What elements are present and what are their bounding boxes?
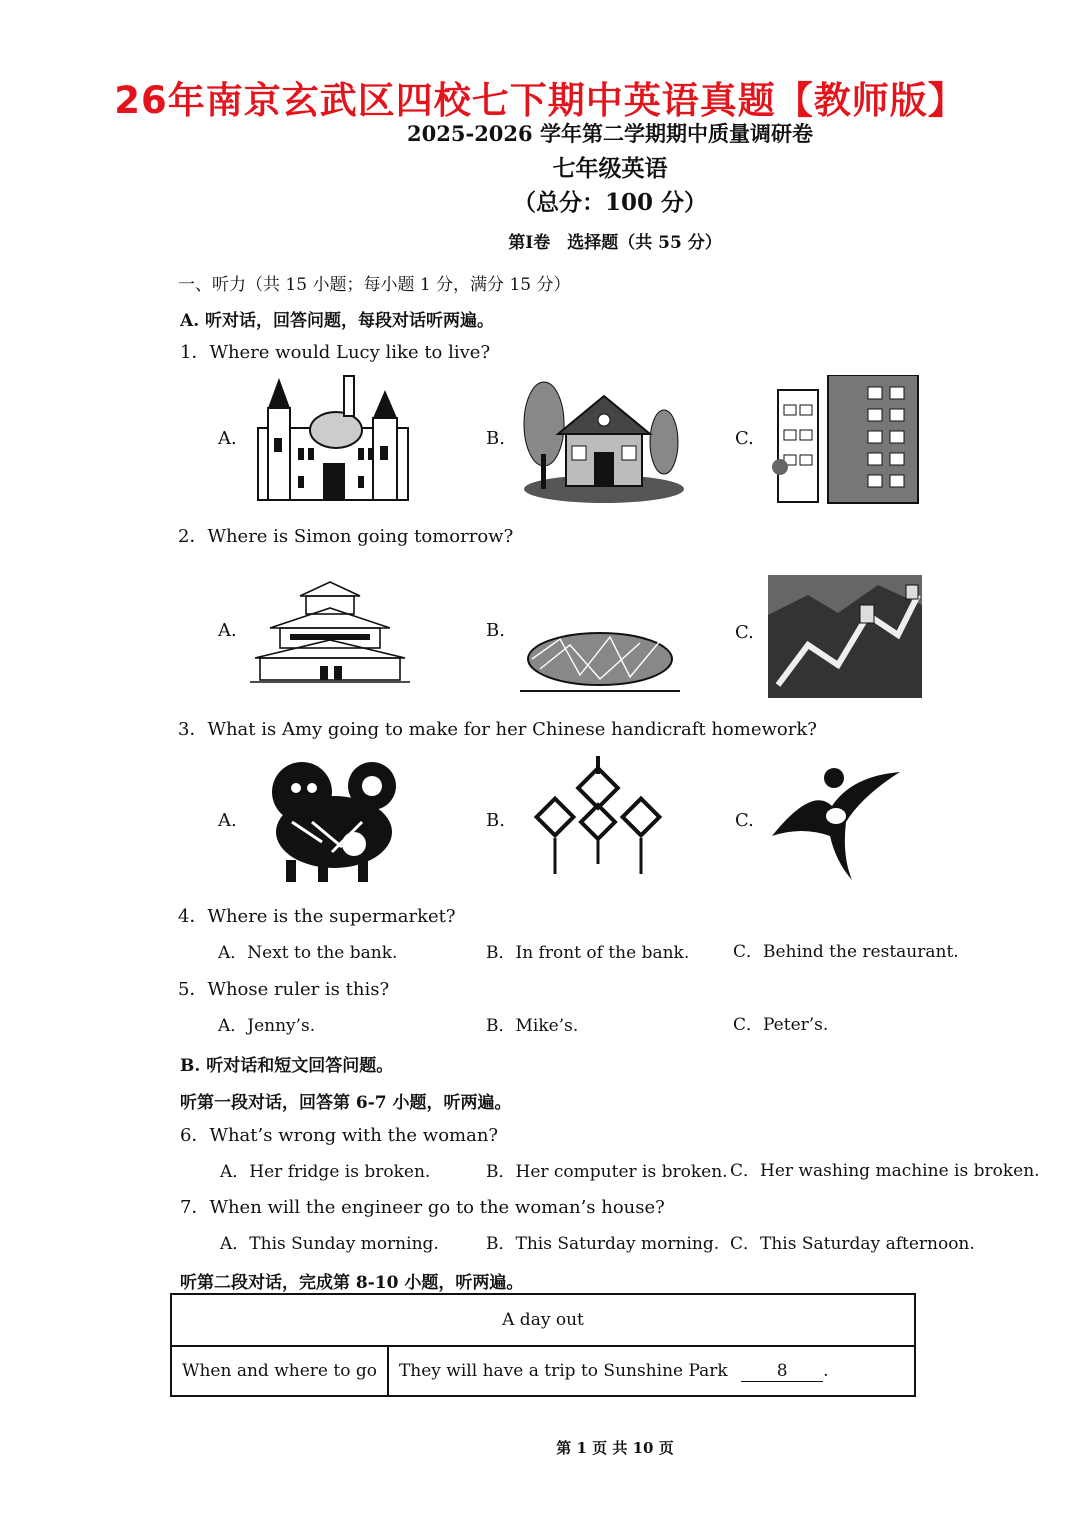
option-c: C．Behind the restaurant. xyxy=(733,942,959,962)
question-3 xyxy=(178,715,817,741)
table-row-text: They will have a trip to Sunshine Park xyxy=(398,1360,728,1381)
option-c: C．Her washing machine is broken. xyxy=(730,1161,1040,1181)
birds-nest-stadium-icon xyxy=(520,625,680,697)
answer-blank-8[interactable]: 8 xyxy=(741,1361,823,1382)
option-b: B．This Saturday morning. xyxy=(486,1234,720,1254)
option-label: C. xyxy=(735,622,754,643)
question-text: What is Amy going to make for her Chinese handicraft homework? xyxy=(207,719,817,740)
page-number: 第 1 页 共 10 页 xyxy=(556,1439,674,1457)
question-7 xyxy=(180,1193,665,1219)
great-wall-icon xyxy=(768,575,922,698)
day-out-table xyxy=(170,1293,916,1397)
table-row-content xyxy=(388,1346,915,1396)
table-title: A day out xyxy=(171,1294,915,1346)
option-label: B. xyxy=(486,428,505,449)
dialogue-2-instructions: 听第二段对话，完成第 8-10 小题，听两遍。 xyxy=(180,1273,524,1293)
question-text: Where would Lucy like to live? xyxy=(209,342,491,363)
option-a: A．Next to the bank. xyxy=(218,943,398,963)
question-text: What’s wrong with the woman? xyxy=(209,1125,499,1146)
question-number: 3． xyxy=(178,719,208,740)
question-number: 7． xyxy=(180,1197,210,1218)
option-label: C. xyxy=(735,428,754,449)
question-text: Where is the supermarket? xyxy=(207,906,456,927)
question-5 xyxy=(178,975,389,1001)
option-a: A．Her fridge is broken. xyxy=(220,1162,431,1182)
document-banner-title: 26年南京玄武区四校七下期中英语真题【教师版】 xyxy=(114,79,966,122)
option-label: A. xyxy=(218,428,237,449)
chinese-knot-icon xyxy=(528,756,668,878)
exam-total-score: （总分：100 分） xyxy=(512,189,708,216)
paper-cut-tiger-icon xyxy=(262,752,408,886)
question-text: Where is Simon going tomorrow? xyxy=(207,526,514,547)
option-b: B．Mike’s. xyxy=(486,1016,579,1036)
exam-title: 2025-2026 学年第二学期期中质量调研卷 xyxy=(407,121,813,146)
option-label: B. xyxy=(486,620,505,641)
option-label: A. xyxy=(218,810,237,831)
section-title: 第Ⅰ卷 选择题（共 55 分） xyxy=(508,233,722,253)
question-text: Whose ruler is this? xyxy=(207,979,390,1000)
part-a-instructions: A. 听对话，回答问题，每段对话听两遍。 xyxy=(180,311,495,331)
dialogue-1-instructions: 听第一段对话，回答第 6-7 小题，听两遍。 xyxy=(180,1093,512,1113)
table-row-end: . xyxy=(823,1360,829,1381)
option-c: C．Peter’s. xyxy=(733,1015,829,1035)
question-2 xyxy=(178,522,513,548)
question-number: 6． xyxy=(180,1125,210,1146)
option-label: A. xyxy=(218,620,237,641)
castle-icon xyxy=(248,368,418,506)
option-b: B．In front of the bank. xyxy=(486,943,690,963)
option-c: C．This Saturday afternoon. xyxy=(730,1234,975,1254)
exam-subject: 七年级英语 xyxy=(552,155,668,182)
table-row-label: When and where to go xyxy=(171,1346,388,1396)
part-b-instructions: B. 听对话和短文回答问题。 xyxy=(180,1056,394,1076)
option-a: A．Jenny’s. xyxy=(218,1016,316,1036)
question-1 xyxy=(180,338,490,364)
question-number: 5． xyxy=(178,979,208,1000)
option-label: B. xyxy=(486,810,505,831)
listening-part-title: 一、听力（共 15 小题；每小题 1 分，满分 15 分） xyxy=(178,275,571,295)
question-4 xyxy=(178,902,456,928)
question-number: 4． xyxy=(178,906,208,927)
palace-museum-icon xyxy=(250,578,410,688)
cottage-icon xyxy=(520,374,686,504)
question-number: 2． xyxy=(178,526,208,547)
option-label: C. xyxy=(735,810,754,831)
question-number: 1． xyxy=(180,342,210,363)
apartment-building-icon xyxy=(768,375,924,507)
option-b: B．Her computer is broken. xyxy=(486,1162,728,1182)
option-a: A．This Sunday morning. xyxy=(220,1234,439,1254)
swallow-kite-icon xyxy=(772,766,902,882)
question-6 xyxy=(180,1121,498,1147)
question-text: When will the engineer go to the woman’s house? xyxy=(209,1197,665,1218)
